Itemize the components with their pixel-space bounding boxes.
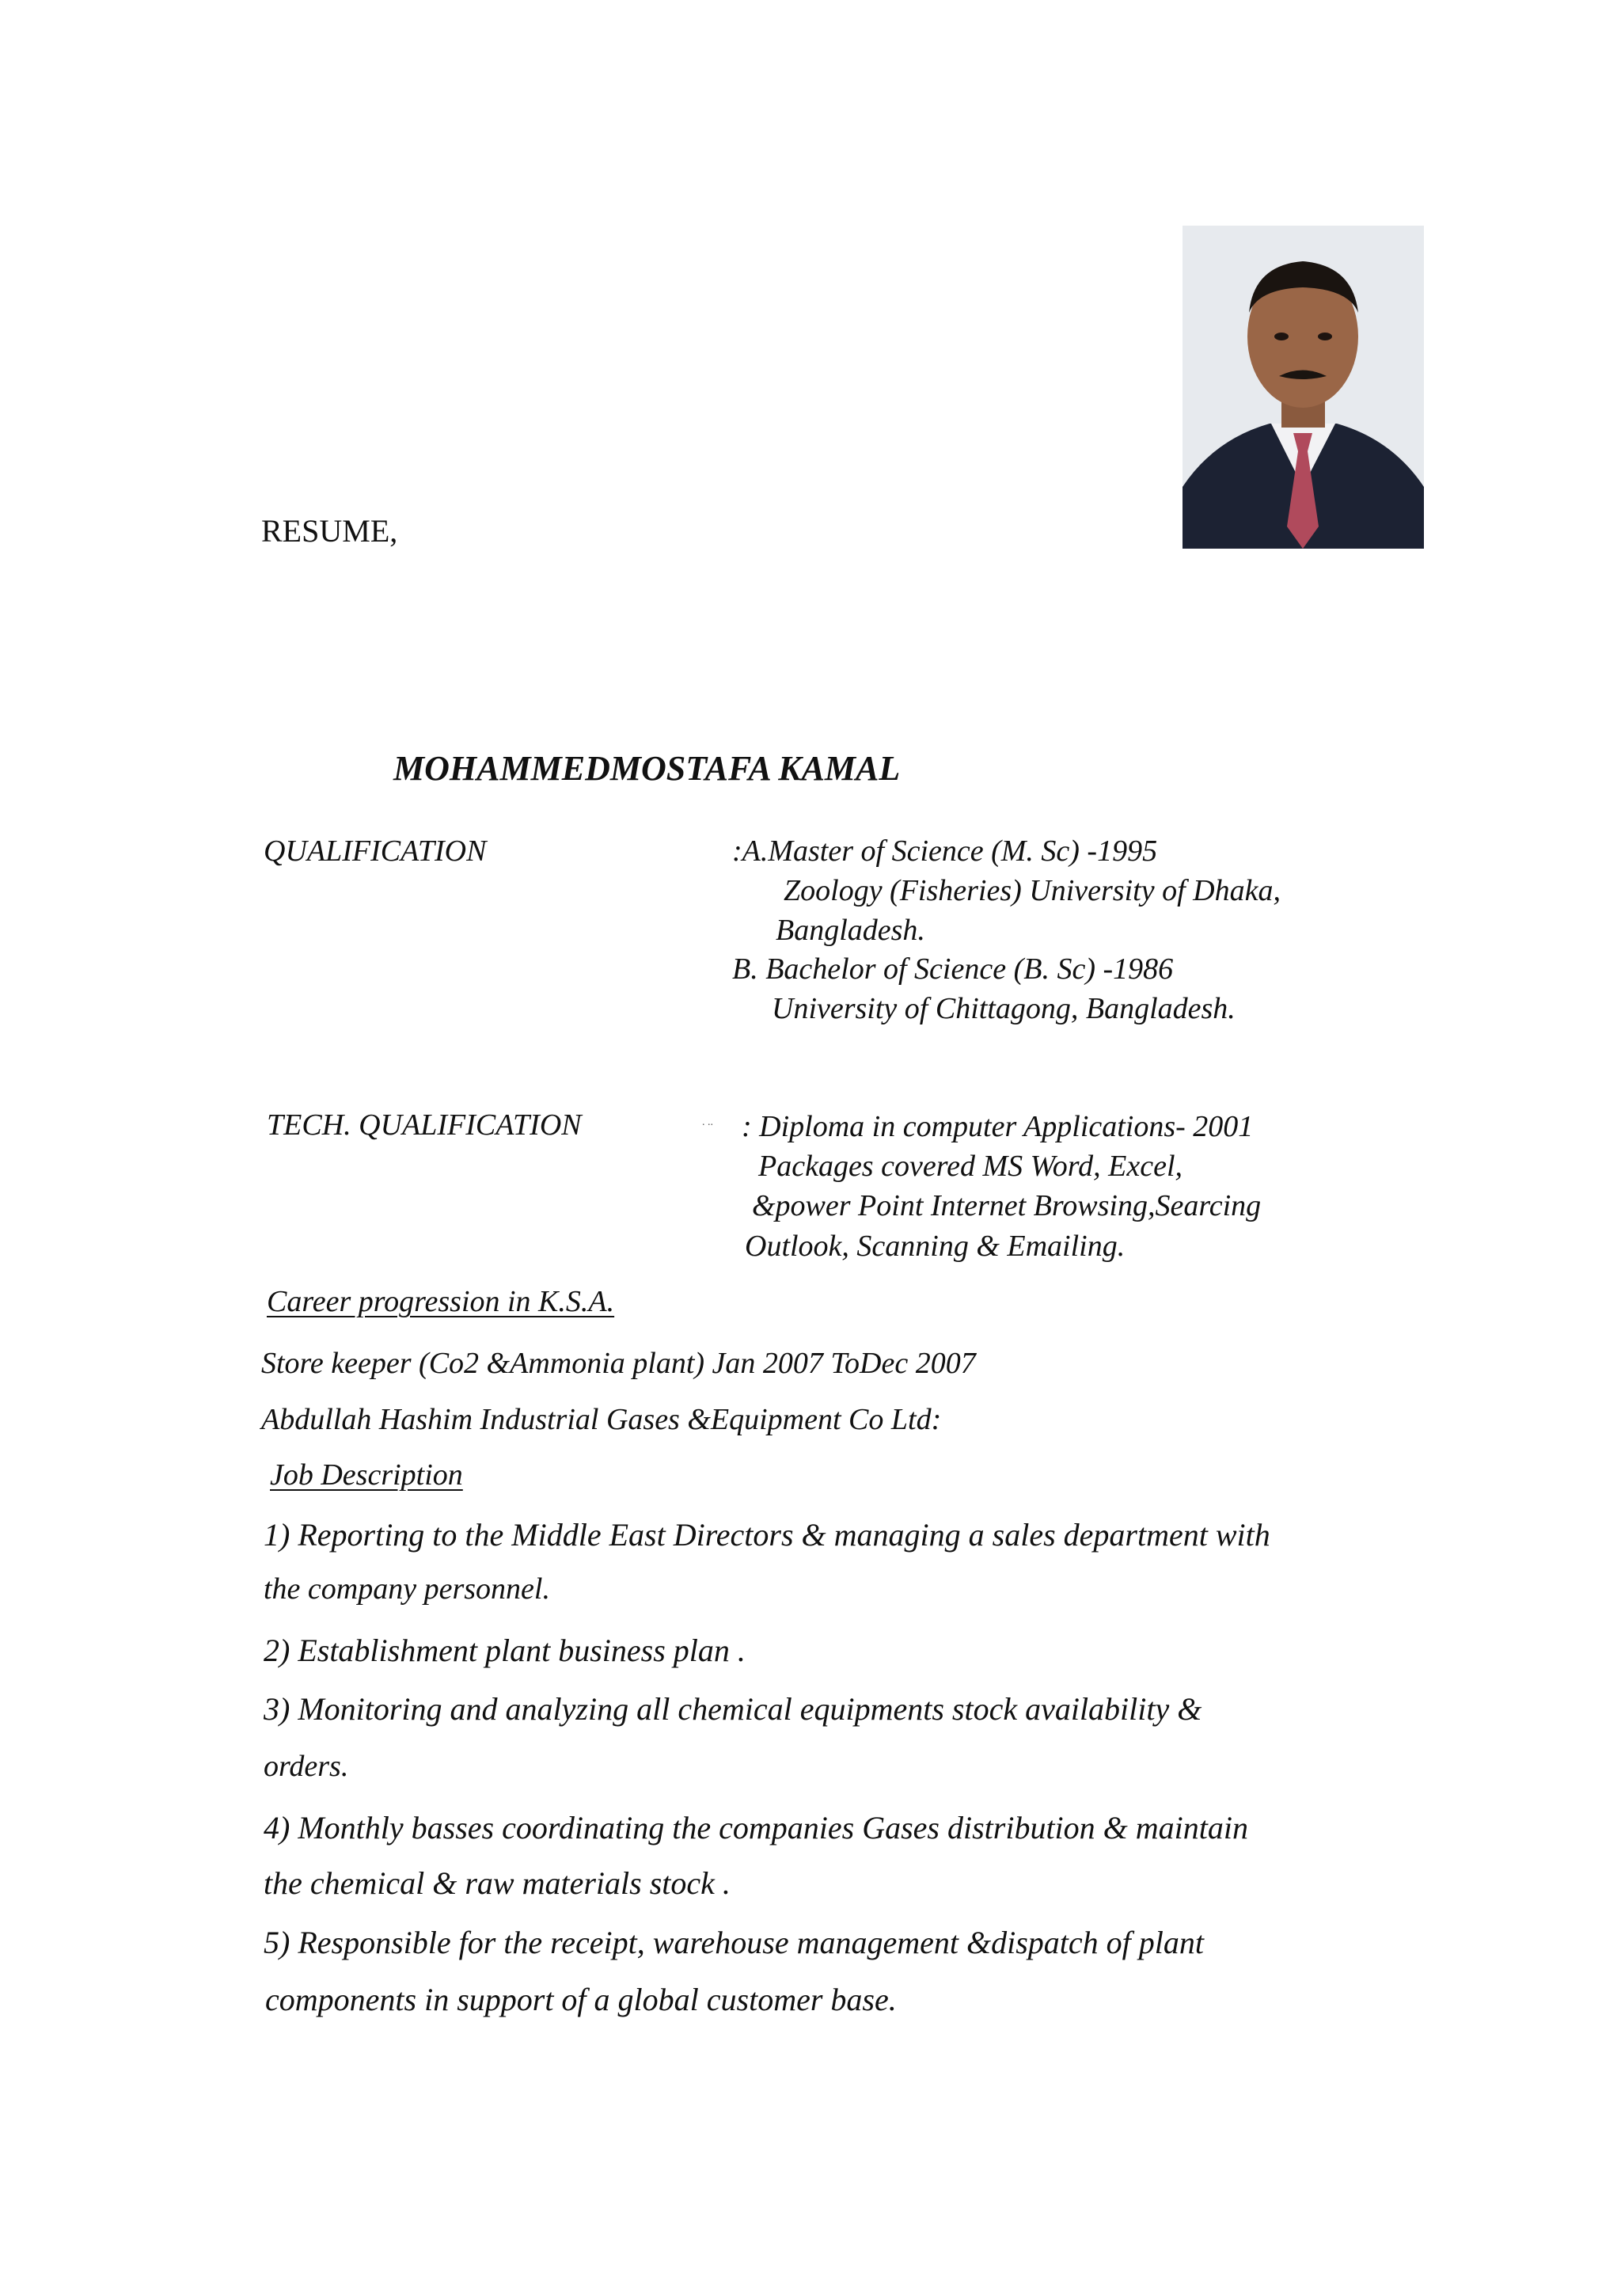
candidate-name: MOHAMMEDMOSTAFA KAMAL [393, 749, 901, 788]
career-position: Store keeper (Co2 &Ammonia plant) Jan 2007 ToDec 2007 [261, 1347, 976, 1380]
job-duty-line: 3) Monitoring and analyzing all chemical equipments stock availability & [264, 1691, 1202, 1727]
tech-qualification-line: : Diploma in computer Applications- 2001 [742, 1110, 1254, 1143]
job-duty-line: orders. [264, 1750, 349, 1783]
tech-qualification-line: Packages covered MS Word, Excel, [758, 1150, 1183, 1183]
resume-heading: RESUME, [261, 513, 398, 549]
job-duty-line: 5) Responsible for the receipt, warehouse management &dispatch of plant [264, 1925, 1204, 1960]
tech-qualification-marker: . .. [702, 1116, 713, 1128]
career-company: Abdullah Hashim Industrial Gases &Equipment Co Ltd: [261, 1403, 942, 1436]
portrait-photo [1183, 226, 1424, 549]
tech-qualification-line: &power Point Internet Browsing,Searcing [752, 1189, 1262, 1222]
qualification-line: Bangladesh. [776, 914, 925, 947]
job-duty-line: components in support of a global customer base. [265, 1982, 897, 2017]
qualification-label: QUALIFICATION [264, 834, 487, 868]
job-duty-line: the company personnel. [264, 1572, 550, 1606]
job-duty-line: 2) Establishment plant business plan . [264, 1633, 746, 1668]
qualification-line: University of Chittagong, Bangladesh. [772, 992, 1236, 1025]
job-duty-line: 1) Reporting to the Middle East Directors & managing a sales department with [264, 1517, 1270, 1553]
job-duty-line: 4) Monthly basses coordinating the companies Gases distribution & maintain [264, 1810, 1249, 1846]
tech-qualification-line: Outlook, Scanning & Emailing. [745, 1230, 1126, 1263]
tech-qualification-label: TECH. QUALIFICATION [267, 1108, 582, 1142]
qualification-line: B. Bachelor of Science (B. Sc) -1986 [732, 952, 1174, 986]
career-progression-heading: Career progression in K.S.A. [267, 1285, 615, 1318]
qualification-line: :A.Master of Science (M. Sc) -1995 [732, 834, 1158, 868]
portrait-photo-icon [1183, 226, 1424, 549]
job-description-heading: Job Description [270, 1458, 463, 1492]
job-duty-line: the chemical & raw materials stock . [264, 1865, 731, 1901]
qualification-line: Zoology (Fisheries) University of Dhaka, [784, 874, 1281, 907]
